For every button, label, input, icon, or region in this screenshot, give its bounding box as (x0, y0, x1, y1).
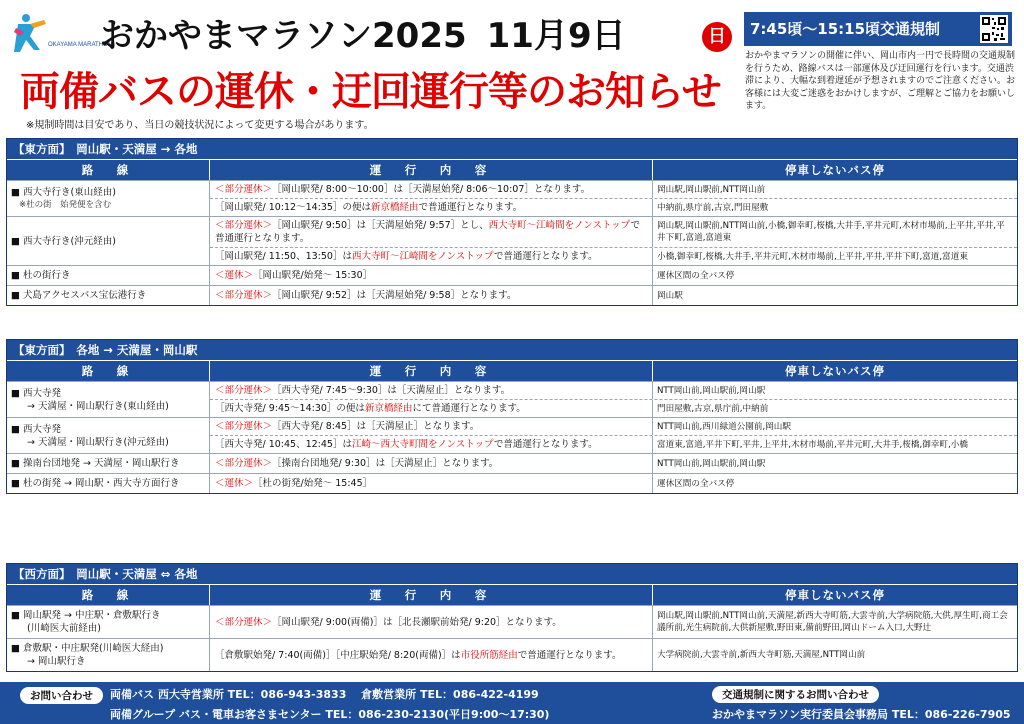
detail-segment: ［岡山駅発/始発〜 15:30］ (253, 270, 373, 281)
title-date: 11月9日 (486, 16, 626, 56)
detail-text (215, 269, 372, 282)
operation-detail (210, 436, 653, 453)
detail-line (210, 474, 1017, 493)
detail-line (210, 435, 1017, 453)
table-row (7, 417, 1017, 453)
route-note: ※杜の街 始発便を含む (19, 199, 112, 210)
detail-text (215, 438, 598, 451)
detail-highlight: ＜部分運休＞ (215, 616, 273, 628)
detail-text (215, 616, 562, 629)
table-row (7, 638, 1017, 671)
detail-highlight: 西大寺町〜江崎間をノンストップ (351, 251, 494, 262)
svg-text:OKAYAMA MARATHON: OKAYAMA MARATHON (48, 42, 113, 48)
skipped-stops: NTT岡山前,岡山駅前,岡山駅 (657, 385, 766, 396)
table-row (7, 473, 1017, 493)
contact-line-2: 両備グループ バス・電車お客さまセンター TEL：086-230-2130(平日9:00〜17:30) (110, 708, 550, 721)
title-event: おかやまマラソン2025 (100, 16, 467, 56)
column-header-detail: 運 行 内 容 (210, 361, 653, 381)
route-line: ■ 岡山駅発 → 中庄駅・倉敷駅行き (11, 610, 161, 621)
row-details (210, 639, 1017, 671)
route-name (7, 217, 210, 265)
detail-highlight: 新京橋経由 (364, 403, 413, 414)
route-section (6, 563, 1018, 672)
detail-highlight: ＜部分運休＞ (215, 385, 273, 396)
skipped-stops: 岡山駅 (657, 290, 683, 301)
operation-detail (210, 639, 653, 671)
detail-segment: にて普通運行となります。 (412, 403, 526, 414)
skipped-stops: 門田屋敷,古京,県庁前,中納前 (657, 403, 769, 414)
table-row (7, 381, 1017, 417)
table-row (7, 216, 1017, 265)
detail-highlight: ＜部分運休＞ (215, 290, 273, 301)
detail-text (215, 477, 372, 490)
detail-highlight: ＜部分運休＞ (215, 184, 273, 195)
route-line: ■ 西大寺発 (11, 387, 61, 399)
operation-detail (210, 286, 653, 305)
detail-segment: で普通運行となります。 (493, 251, 598, 262)
detail-text (215, 201, 522, 214)
operation-detail (210, 474, 653, 493)
section-title: 【西方面】 岡山駅・天満屋 ⇔ 各地 (7, 564, 1017, 584)
route-line: ■ 杜の街行き (11, 270, 71, 281)
detail-highlight: 市役所筋経由 (460, 649, 518, 661)
detail-text (215, 250, 598, 263)
detail-segment: ［岡山駅発/ 9:50］は［天満屋始発/ 9:57］とし、 (272, 220, 489, 231)
day-badge: 日 (702, 22, 732, 52)
detail-highlight: 西大寺町〜江崎間をノンストップ (488, 220, 631, 231)
detail-segment: ［岡山駅発/ 9:00(両備)］は［北長瀬駅前始発/ 9:20］となります。 (272, 616, 562, 628)
detail-segment: ［操南台団地発/ 9:30］は［天満屋止］となります。 (272, 458, 499, 469)
route-line: → 天満屋・岡山駅行き(沖元経由) (27, 436, 169, 448)
route-name (7, 418, 210, 453)
column-header-stops: 停車しないバス停 (785, 163, 885, 177)
operation-detail (210, 199, 653, 216)
operation-detail (210, 418, 653, 435)
detail-text (215, 402, 526, 415)
operation-detail (210, 400, 653, 417)
column-header-route: 路 線 (7, 585, 210, 605)
skipped-stops: 岡山駅,岡山駅前,NTT岡山前 (657, 184, 766, 195)
row-details (210, 418, 1017, 453)
column-header-route: 路 線 (7, 160, 210, 180)
row-details (210, 454, 1017, 473)
detail-line (210, 217, 1017, 247)
skipped-stops: 大学病院前,大雲寺前,新西大寺町筋,天満屋,NTT岡山前 (657, 650, 866, 660)
operation-detail (210, 266, 653, 285)
route-name (7, 474, 210, 493)
detail-text (215, 289, 516, 302)
route-section (6, 339, 1018, 494)
detail-line (210, 418, 1017, 435)
detail-text (215, 219, 647, 245)
route-section (6, 138, 1018, 306)
page-title (100, 8, 626, 57)
detail-segment: ［倉敷駅始発/ 7:40(両備)］［中庄駅始発/ 8:20(両備)］は (215, 649, 461, 661)
qr-code-icon[interactable] (980, 15, 1008, 43)
section-title: 【東方面】 岡山駅・天満屋 → 各地 (7, 139, 1017, 159)
detail-line (210, 454, 1017, 473)
route-line: → 天満屋・岡山駅行き(東山経由) (27, 400, 169, 412)
operation-detail (210, 454, 653, 473)
route-line: ■ 西大寺行き(東山経由) (11, 186, 116, 198)
skipped-stops: 運休区間の全バス停 (657, 478, 735, 489)
organizer-contact: おかやまマラソン実行委員会事務局 TEL：086-226-7905 (712, 708, 1011, 721)
footer (0, 682, 1024, 724)
detail-text (215, 649, 621, 662)
detail-segment: ［西大寺発/ 7:45〜9:30］は［天満屋止］となります。 (272, 385, 511, 396)
detail-highlight: 江崎〜西大寺町間をノンストップ (351, 439, 494, 450)
row-details (210, 217, 1017, 265)
column-header-detail: 運 行 内 容 (210, 585, 653, 605)
regulation-description: おかやまマラソンの開催に伴い、岡山市内一円で長時間の交通規制を行うため、路線バスは一部運休及び迂回運行を行います。交通渋滞により、大幅な到着遅延が予想されますのでご注意ください。お客様には大変ご迷惑をおかけしますが、ご理解とご協力をお願いします。 (745, 51, 1016, 111)
detail-line (210, 181, 1017, 198)
skipped-stops: 富道東,富道,平井下町,平井,上平井,木材市場前,平井元町,大井手,桜橋,御幸町,小橋 (657, 439, 968, 450)
detail-segment: ［杜の街発/始発〜 15:45］ (253, 478, 373, 489)
detail-line (210, 286, 1017, 305)
table-row (7, 605, 1017, 638)
traffic-contact-label: 交通規制に関するお問い合わせ (712, 686, 879, 703)
skipped-stops: 岡山駅,岡山駅前,NTT岡山前,天満屋,新西大寺町筋,大雲寺前,大学病院筋,大供,厚生町,商工会議所前,光生病院前,大供新屋敷,野田東,備前野田,岡山ドーム入口,大野辻 (657, 611, 1008, 633)
column-header-stops: 停車しないバス停 (785, 364, 885, 378)
contact-line-1: 両備バス 西大寺営業所 TEL：086-943-3833 倉敷営業所 TEL：086-422-4199 (110, 688, 539, 701)
route-name (7, 266, 210, 285)
skipped-stops: NTT岡山前,西川緑道公園前,岡山駅 (657, 421, 791, 432)
detail-segment: ［岡山駅発/ 11:50、13:50］は (215, 251, 352, 262)
detail-line (210, 399, 1017, 417)
operation-detail (210, 382, 653, 399)
table-row (7, 180, 1017, 216)
detail-segment: で普通運行となります。 (493, 439, 598, 450)
header-note: ※規制時間は目安であり、当日の競技状況によって変更する場合があります。 (26, 120, 374, 131)
row-details (210, 266, 1017, 285)
detail-highlight: ＜運休＞ (215, 270, 254, 281)
detail-highlight: ＜部分運休＞ (215, 220, 273, 231)
detail-segment: ［岡山駅発/ 9:52］は［天満屋始発/ 9:58］となります。 (272, 290, 517, 301)
detail-line (210, 198, 1017, 216)
detail-line (210, 266, 1017, 285)
skipped-stops: 小橋,御幸町,桜橋,大井手,平井元町,木材市場前,上平井,平井,平井下町,富道,富道東 (657, 251, 968, 262)
detail-segment: で普通運行となります。 (215, 220, 640, 244)
section-title: 【東方面】 各地 → 天満屋・岡山駅 (7, 340, 1017, 360)
row-details (210, 382, 1017, 417)
table-row (7, 265, 1017, 285)
table-row (7, 453, 1017, 473)
column-header-row (7, 584, 1017, 605)
skipped-stops: NTT岡山前,岡山駅前,岡山駅 (657, 458, 766, 469)
column-header-stops: 停車しないバス停 (785, 588, 885, 602)
column-header-row (7, 159, 1017, 180)
route-name (7, 454, 210, 473)
detail-highlight: ＜運休＞ (215, 478, 254, 489)
detail-segment: ［西大寺発/ 8:45］は［天満屋止］となります。 (272, 421, 480, 432)
regulation-time-banner: 7:45頃〜15:15頃交通規制 (744, 12, 1012, 46)
detail-line (210, 606, 1017, 638)
page-subtitle: 両備バスの運休・迂回運行等のお知らせ (20, 69, 721, 115)
route-line: ■ 杜の街発 → 岡山駅・西大寺方面行き (11, 478, 180, 489)
row-details (210, 286, 1017, 305)
detail-segment: で普通運行となります。 (418, 202, 523, 213)
skipped-stops: 中納前,県庁前,古京,門田屋敷 (657, 202, 769, 213)
detail-segment: ［岡山駅発/ 10:12〜14:35］の便は (215, 202, 371, 213)
row-details (210, 606, 1017, 638)
detail-line (210, 382, 1017, 399)
detail-segment: で普通運行となります。 (517, 649, 622, 661)
column-header-detail: 運 行 内 容 (210, 160, 653, 180)
contact-label: お問い合わせ (20, 687, 103, 704)
route-line: (川崎医大前経由) (27, 623, 101, 634)
route-line: ■ 西大寺発 (11, 423, 61, 435)
column-header-route: 路 線 (7, 361, 210, 381)
operation-detail (210, 217, 653, 247)
detail-highlight: 新京橋経由 (370, 202, 419, 213)
row-details (210, 474, 1017, 493)
detail-text (215, 183, 590, 196)
route-name (7, 606, 210, 638)
detail-segment: ［西大寺発/ 9:45〜14:30］の便は (215, 403, 365, 414)
skipped-stops: 運休区間の全バス停 (657, 270, 735, 281)
route-line: ■ 犬島アクセスバス宝伝港行き (11, 290, 147, 301)
route-line: ■ 西大寺行き(沖元経由) (11, 235, 116, 247)
route-line: ■ 操南台団地発 → 天満屋・岡山駅行き (11, 458, 180, 469)
row-details (210, 181, 1017, 216)
operation-detail (210, 606, 653, 638)
operation-detail (210, 181, 653, 198)
detail-highlight: ＜部分運休＞ (215, 421, 273, 432)
route-line: ■ 倉敷駅・中庄駅発(川崎医大経由) (11, 643, 164, 654)
detail-highlight: ＜部分運休＞ (215, 458, 273, 469)
route-name (7, 286, 210, 305)
detail-line (210, 247, 1017, 265)
table-row (7, 285, 1017, 305)
route-name (7, 382, 210, 417)
marathon-logo (10, 10, 113, 60)
detail-segment: ［西大寺発/ 10:45、12:45］は (215, 439, 352, 450)
detail-text (215, 420, 479, 433)
skipped-stops: 岡山駅,岡山駅前,NTT岡山前,小橋,御幸町,桜橋,大井手,平井元町,木材市場前,上平井,平井,平井下町,富道,富道東 (657, 221, 1005, 243)
detail-line (210, 639, 1017, 671)
operation-detail (210, 248, 653, 265)
column-header-row (7, 360, 1017, 381)
route-line: → 岡山駅行き (27, 656, 86, 667)
route-name (7, 181, 210, 216)
route-name (7, 639, 210, 671)
detail-text (215, 384, 510, 397)
detail-segment: ［岡山駅発/ 8:00〜10:00］は［天満屋始発/ 8:06〜10:07］となります。 (272, 184, 591, 195)
detail-text (215, 457, 498, 470)
